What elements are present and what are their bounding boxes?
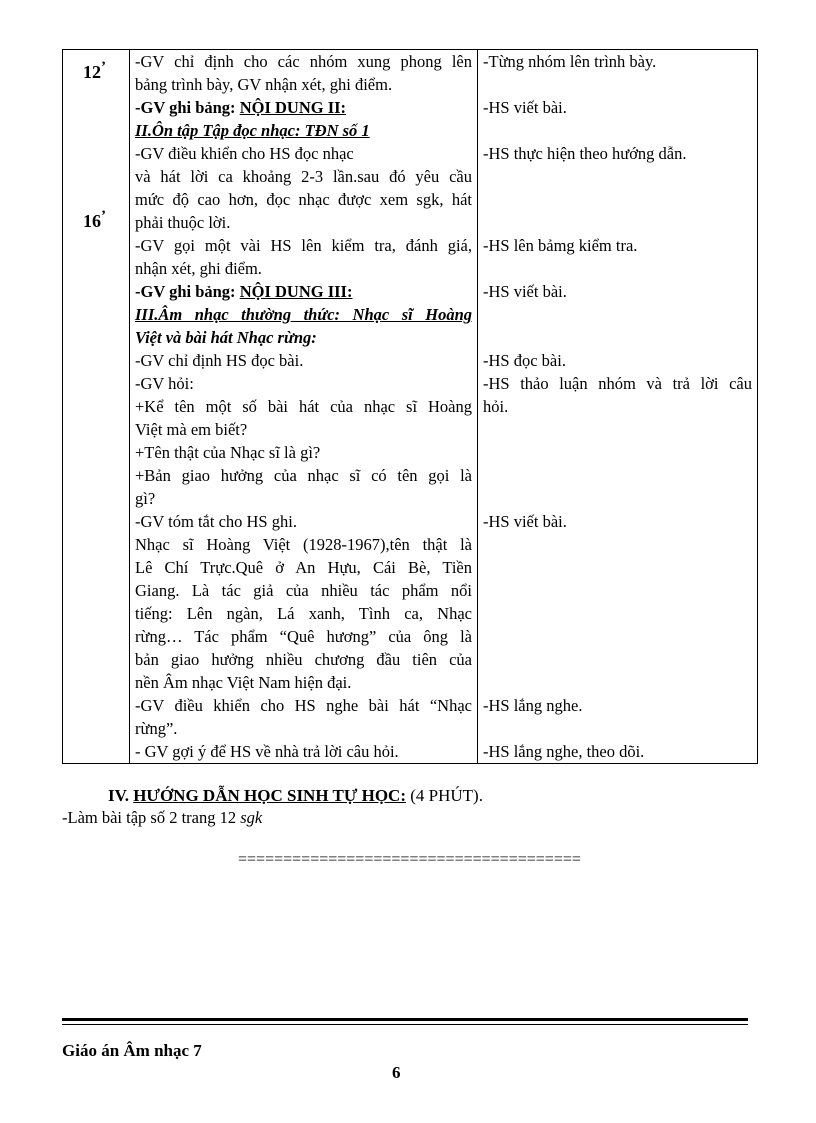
gv-line: mức độ cao hơn, đọc nhạc được xem sgk, hát bbox=[135, 190, 472, 209]
gv-line: Lê Chí Trực.Quê ở An Hựu, Cái Bè, Tiền bbox=[135, 558, 472, 577]
section-iv-heading: IV. HƯỚNG DẪN HỌC SINH TỰ HỌC: (4 PHÚT). bbox=[108, 786, 483, 805]
gv-line: gì? bbox=[135, 489, 156, 508]
lesson-table bbox=[62, 49, 758, 764]
hs-line: -HS viết bài. bbox=[483, 282, 567, 301]
hs-line: -Từng nhóm lên trình bày. bbox=[483, 52, 657, 71]
gv-line: +Bản giao hưởng của nhạc sĩ có tên gọi là bbox=[135, 466, 472, 485]
footer-title: Giáo án Âm nhạc 7 bbox=[62, 1041, 202, 1060]
separator-line: ====================================== bbox=[238, 851, 581, 868]
footer-rule-thin bbox=[62, 1024, 748, 1025]
gv-heading: -GV ghi bảng: NỘI DUNG II: bbox=[135, 98, 347, 117]
gv-line: -GV gọi một vài HS lên kiểm tra, đánh giá, bbox=[135, 236, 472, 255]
gv-heading: -GV ghi bảng: NỘI DUNG III: bbox=[135, 282, 353, 301]
gv-line: phải thuộc lời. bbox=[135, 213, 231, 232]
gv-line: bảng trình bày, GV nhận xét, ghi điểm. bbox=[135, 75, 393, 94]
gv-line: Nhạc sĩ Hoàng Việt (1928-1967),tên thật là bbox=[135, 535, 472, 554]
homework-task: -Làm bài tập số 2 trang 12 sgk bbox=[62, 808, 263, 827]
gv-line: nền Âm nhạc Việt Nam hiện đại. bbox=[135, 673, 352, 692]
gv-line: rừng”. bbox=[135, 719, 178, 738]
gv-section-title: Việt và bài hát Nhạc rừng: bbox=[135, 328, 317, 347]
gv-line: -GV chỉ định cho các nhóm xung phong lên bbox=[135, 52, 472, 71]
hs-line: -HS viết bài. bbox=[483, 512, 567, 531]
footer-rule bbox=[62, 1018, 748, 1021]
time-label-2: 16’ bbox=[83, 208, 106, 231]
table-row bbox=[63, 50, 758, 764]
gv-line: -GV tóm tắt cho HS ghi. bbox=[135, 512, 297, 531]
gv-line: bản giao hưởng nhiều chương đầu tiên của bbox=[135, 650, 472, 669]
hs-line: -HS thảo luận nhóm và trả lời câu bbox=[483, 374, 752, 393]
gv-line: +Tên thật của Nhạc sĩ là gì? bbox=[135, 443, 321, 462]
gv-section-title: II.Ôn tập Tập đọc nhạc: TĐN số 1 bbox=[135, 121, 370, 140]
gv-section-title: III.Âm nhạc thường thức: Nhạc sĩ Hoàng bbox=[135, 305, 472, 324]
hs-line: -HS đọc bài. bbox=[483, 351, 566, 370]
gv-line: -GV điều khiển cho HS đọc nhạc bbox=[135, 144, 354, 163]
hs-line: -HS lên bảmg kiểm tra. bbox=[483, 236, 638, 255]
student-activity-column bbox=[478, 50, 758, 764]
gv-line: và hát lời ca khoảng 2-3 lần.sau đó yêu cầu bbox=[135, 167, 472, 186]
gv-line: nhận xét, ghi điểm. bbox=[135, 259, 262, 278]
gv-line: tiếng: Lên ngàn, Lá xanh, Tình ca, Nhạc bbox=[135, 604, 472, 623]
time-label-1: 12’ bbox=[83, 59, 106, 82]
gv-line: -GV chỉ định HS đọc bài. bbox=[135, 351, 304, 370]
hs-line: -HS lắng nghe. bbox=[483, 696, 583, 715]
gv-line: Việt mà em biết? bbox=[135, 420, 248, 439]
hs-line: -HS viết bài. bbox=[483, 98, 567, 117]
gv-line: -GV điều khiển cho HS nghe bài hát “Nhạc bbox=[135, 696, 472, 715]
page-number: 6 bbox=[392, 1063, 401, 1082]
gv-line: rừng… Tác phẩm “Quê hương” của ông là bbox=[135, 627, 472, 646]
hs-line: -HS thực hiện theo hướng dẫn. bbox=[483, 144, 687, 163]
gv-line: - GV gợi ý để HS về nhà trả lời câu hỏi. bbox=[135, 742, 399, 761]
gv-line: -GV hỏi: bbox=[135, 374, 194, 393]
hs-line: -HS lắng nghe, theo dõi. bbox=[483, 742, 645, 761]
gv-line: +Kể tên một số bài hát của nhạc sĩ Hoàng bbox=[135, 397, 472, 416]
teacher-activity-column bbox=[130, 50, 478, 764]
time-column bbox=[63, 50, 130, 764]
gv-line: Giang. Là tác giả của nhiều tác phẩm nổi bbox=[135, 581, 472, 600]
hs-line: hỏi. bbox=[483, 397, 509, 416]
